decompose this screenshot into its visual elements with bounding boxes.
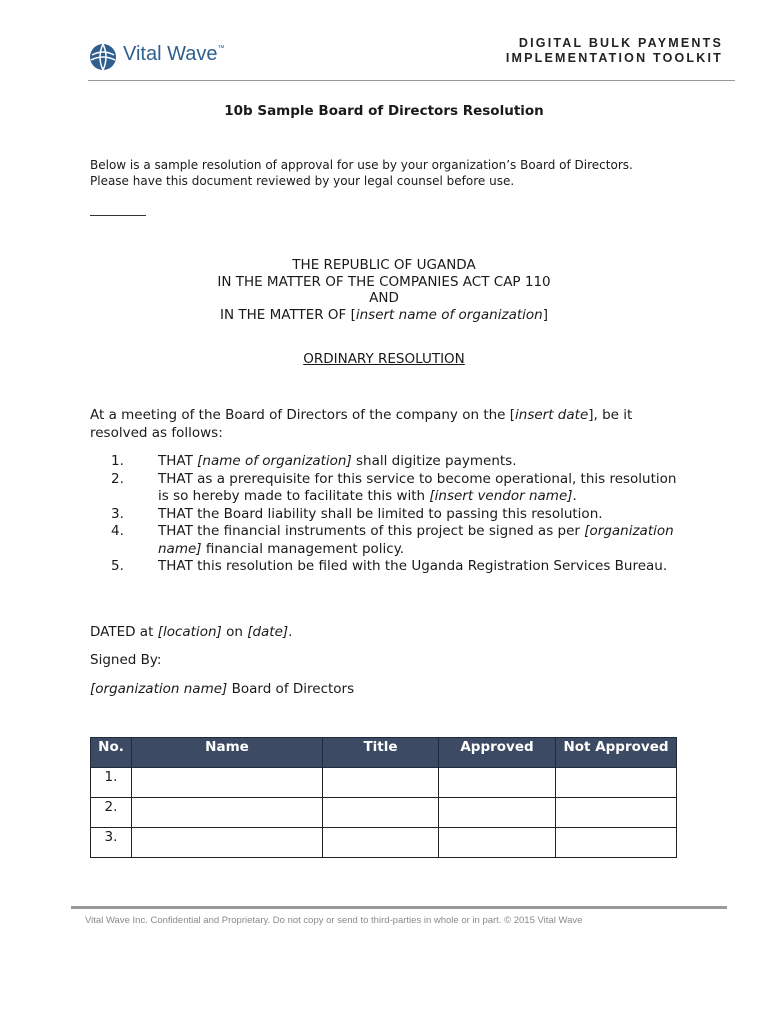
footer-divider (71, 906, 727, 909)
board-of-directors-line: [organization name] Board of Directors (90, 681, 355, 697)
approved-cell[interactable] (439, 768, 556, 798)
globe-icon (89, 41, 119, 73)
table-header-row (91, 738, 677, 768)
vital-wave-logo (89, 41, 249, 73)
approved-cell[interactable] (439, 798, 556, 828)
signature-table (90, 737, 677, 858)
row-number: 2. (91, 798, 132, 828)
toolkit-title (506, 36, 723, 66)
resolution-list (90, 453, 690, 576)
not-approved-cell[interactable] (556, 768, 677, 798)
not-approved-cell[interactable] (556, 828, 677, 858)
name-cell[interactable] (132, 828, 323, 858)
name-cell[interactable] (132, 798, 323, 828)
row-number: 3. (91, 828, 132, 858)
column-header-name: Name (132, 738, 323, 768)
table-row (91, 828, 677, 858)
meeting-paragraph: At a meeting of the Board of Directors of the company on the [insert date], be it resolved as follows: (90, 407, 633, 441)
column-header-approved: Approved (439, 738, 556, 768)
separator-line (90, 215, 146, 216)
header-divider (88, 80, 735, 81)
name-cell[interactable] (132, 768, 323, 798)
signed-by-label: Signed By: (90, 652, 162, 668)
list-item: 4. THAT the financial instruments of this project be signed as per [organization name] financial management policy. (111, 523, 674, 557)
toolkit-title-line2: IMPLEMENTATION TOOLKIT (505, 51, 723, 65)
list-item: 2. THAT as a prerequisite for this service to become operational, this resolution is so hereby made to facilitate this with [insert vendor name]. (111, 470, 677, 504)
row-number: 1. (91, 768, 132, 798)
footer-confidentiality-note: Vital Wave Inc. Confidential and Proprietary. Do not copy or send to third-parties in whole or in part. © 2015 Vital Wave (85, 915, 583, 926)
column-header-not-approved: Not Approved (556, 738, 677, 768)
table-row (91, 798, 677, 828)
not-approved-cell[interactable] (556, 798, 677, 828)
list-item: 1. THAT [name of organization] shall digitize payments. (111, 453, 517, 469)
title-cell[interactable] (323, 828, 439, 858)
dated-line: DATED at [location] on [date]. (90, 624, 293, 640)
resolution-heading: THE REPUBLIC OF UGANDA IN THE MATTER OF THE COMPANIES ACT CAP 110 AND IN THE MATTER OF [insert name of organization] (217, 257, 551, 323)
logo-wordmark: Vital Wave™ (123, 43, 225, 65)
list-item: 3. THAT the Board liability shall be limited to passing this resolution. (111, 505, 603, 522)
column-header-title: Title (323, 738, 439, 768)
title-cell[interactable] (323, 798, 439, 828)
document-title: 10b Sample Board of Directors Resolution (224, 103, 544, 119)
toolkit-title-line1: DIGITAL BULK PAYMENTS (518, 36, 723, 50)
column-header-no: No. (91, 738, 132, 768)
list-item: 5. THAT this resolution be filed with the Uganda Registration Services Bureau. (111, 558, 668, 574)
resolution-type: ORDINARY RESOLUTION (303, 351, 465, 367)
intro-text: Below is a sample resolution of approval for use by your organization’s Board of Directors. Please have this document reviewed by your legal counsel before use. (90, 158, 633, 188)
title-cell[interactable] (323, 768, 439, 798)
table-row (91, 768, 677, 798)
approved-cell[interactable] (439, 828, 556, 858)
